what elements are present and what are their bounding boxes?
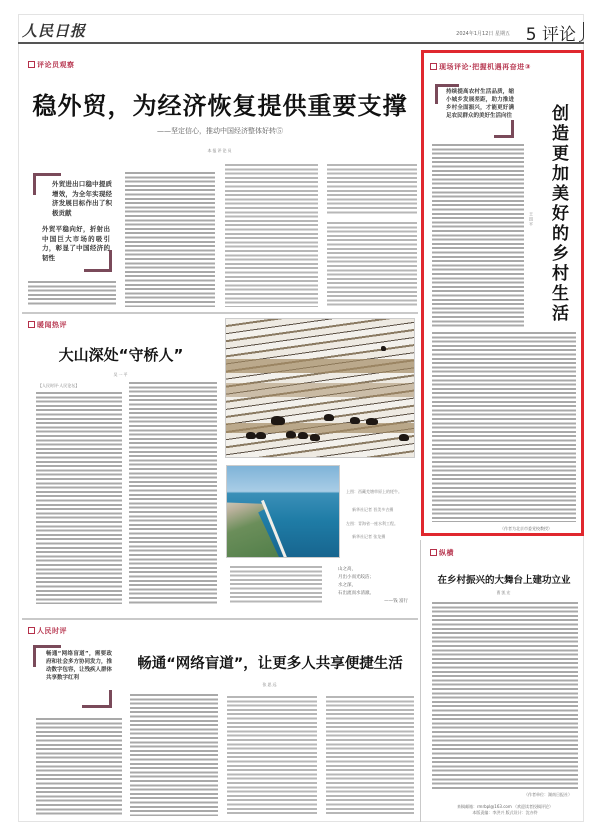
column-tag-commentary: 评论员观察 xyxy=(28,60,75,70)
village-body xyxy=(432,602,578,790)
main-body-col-3 xyxy=(225,164,318,307)
poem-line: 月出小而光皎洁； xyxy=(338,575,374,580)
bridge-headline[interactable]: 大山深处“守桥人” xyxy=(58,346,184,364)
column-tag-warm-news: 暖闻热评 xyxy=(28,320,67,330)
bridge-body-col-2 xyxy=(129,382,217,604)
column-tag-people-commentary: 人民时评 xyxy=(28,626,67,636)
network-headline[interactable]: 畅通“网络盲道”，让更多人共享便捷生活 xyxy=(137,656,403,672)
page-number: 5 xyxy=(525,25,537,45)
main-byline: 本报评论员 xyxy=(207,148,233,153)
rural-pullquote: 持续提高农村生活品质，缩小城乡发展差距，助力推进乡村全面振兴，才能更好满足农民群众的美好生活向往 xyxy=(446,89,514,119)
main-pullquote-2: 外贸平稳向好，折射出中国巨大市场的吸引力，彰显了中国经济的韧性 xyxy=(42,225,110,262)
photo-reservoir-aerial[interactable] xyxy=(226,465,340,558)
rural-body-col-1 xyxy=(432,144,524,328)
network-byline: 张思远 xyxy=(262,682,278,687)
pullquote-bracket-close-icon xyxy=(82,690,112,708)
network-body-col-1 xyxy=(36,718,122,816)
masthead-bracket xyxy=(579,22,584,42)
poem-line: 水之深， xyxy=(338,583,356,588)
page-label xyxy=(526,20,576,45)
poem-line: 石出流而水清澈。 xyxy=(338,591,374,596)
main-headline[interactable]: 稳外贸，为经济恢复提供重要支撑 xyxy=(32,92,408,120)
bridge-body-col-1 xyxy=(36,392,122,604)
main-body-col-4a xyxy=(327,164,417,214)
main-body-col-4b xyxy=(327,222,417,307)
network-pullquote: 畅通“网络盲道”，需要政府和社会多方协同发力，推动数字包容，让残疾人群体共享数字红利 xyxy=(46,651,113,681)
poem xyxy=(338,566,408,606)
village-endnote: （作者单位：湖南日报社） xyxy=(524,792,572,797)
poem-line: 山之高， xyxy=(338,567,356,572)
photo-bottom-caption: 左图：青海省一座水利工程。 xyxy=(346,521,398,526)
bridge-lead: 【人民时评·人民论坛】 xyxy=(38,383,80,388)
column-divider xyxy=(420,540,421,822)
network-body-col-4 xyxy=(326,696,414,816)
photo-top-credit: 新华社记者 晋美多吉摄 xyxy=(352,507,394,512)
village-headline[interactable]: 在乡村振兴的大舞台上建功立业 xyxy=(437,575,571,586)
masthead xyxy=(18,20,584,44)
rural-byline: 王国平 xyxy=(529,212,534,227)
poem-author: ——钱 富行 xyxy=(384,599,408,604)
pullquote-bracket-close-icon xyxy=(494,120,514,138)
main-subhead: ——坚定信心，推动中国经济整体好转⑤ xyxy=(157,127,283,135)
photo-bottom-credit: 新华社记者 张龙摄 xyxy=(352,534,386,539)
section-name: 评论 xyxy=(542,25,576,45)
newspaper-logo: 人民日报 xyxy=(22,22,87,40)
photo-top-caption: 上图：西藏羌塘草原上的牦牛。 xyxy=(346,489,402,494)
village-byline: 曹凯宏 xyxy=(496,590,512,595)
network-body-col-2 xyxy=(130,694,218,816)
section-divider xyxy=(22,312,418,314)
rural-body-wide xyxy=(432,332,576,522)
main-body-col-1 xyxy=(28,281,116,307)
footer-contact: 来稿邮箱：rmrbpl@163.com （欢迎读者投稿评论） xyxy=(456,804,554,809)
main-pullquote-1: 外贸进出口稳中提质增效，为全年实现经济发展目标作出了积极贡献 xyxy=(52,180,112,217)
photo-yaks-snow[interactable] xyxy=(225,318,415,458)
rural-headline[interactable]: 创造更加美好的乡村生活 xyxy=(548,104,568,324)
page-footer xyxy=(430,804,580,816)
bridge-byline: 吴一平 xyxy=(113,372,129,377)
pullquote-bracket-close-icon xyxy=(84,250,112,272)
network-body-col-3 xyxy=(227,696,317,816)
column-tag-zongheng: 纵横 xyxy=(430,548,454,558)
rural-endnote: （作者为北京市委党校教授） xyxy=(500,526,552,531)
footer-editors: 本版责编：李洪兴 版式设计：沈亦伶 xyxy=(472,810,538,815)
section-divider xyxy=(22,618,418,620)
column-tag-field-commentary: 现场评论·把握机遇再奋进③ xyxy=(430,62,531,72)
photo-story-text xyxy=(230,566,322,604)
main-body-col-2 xyxy=(125,172,215,307)
issue-date: 2024年1月12日 星期五 xyxy=(456,31,510,37)
